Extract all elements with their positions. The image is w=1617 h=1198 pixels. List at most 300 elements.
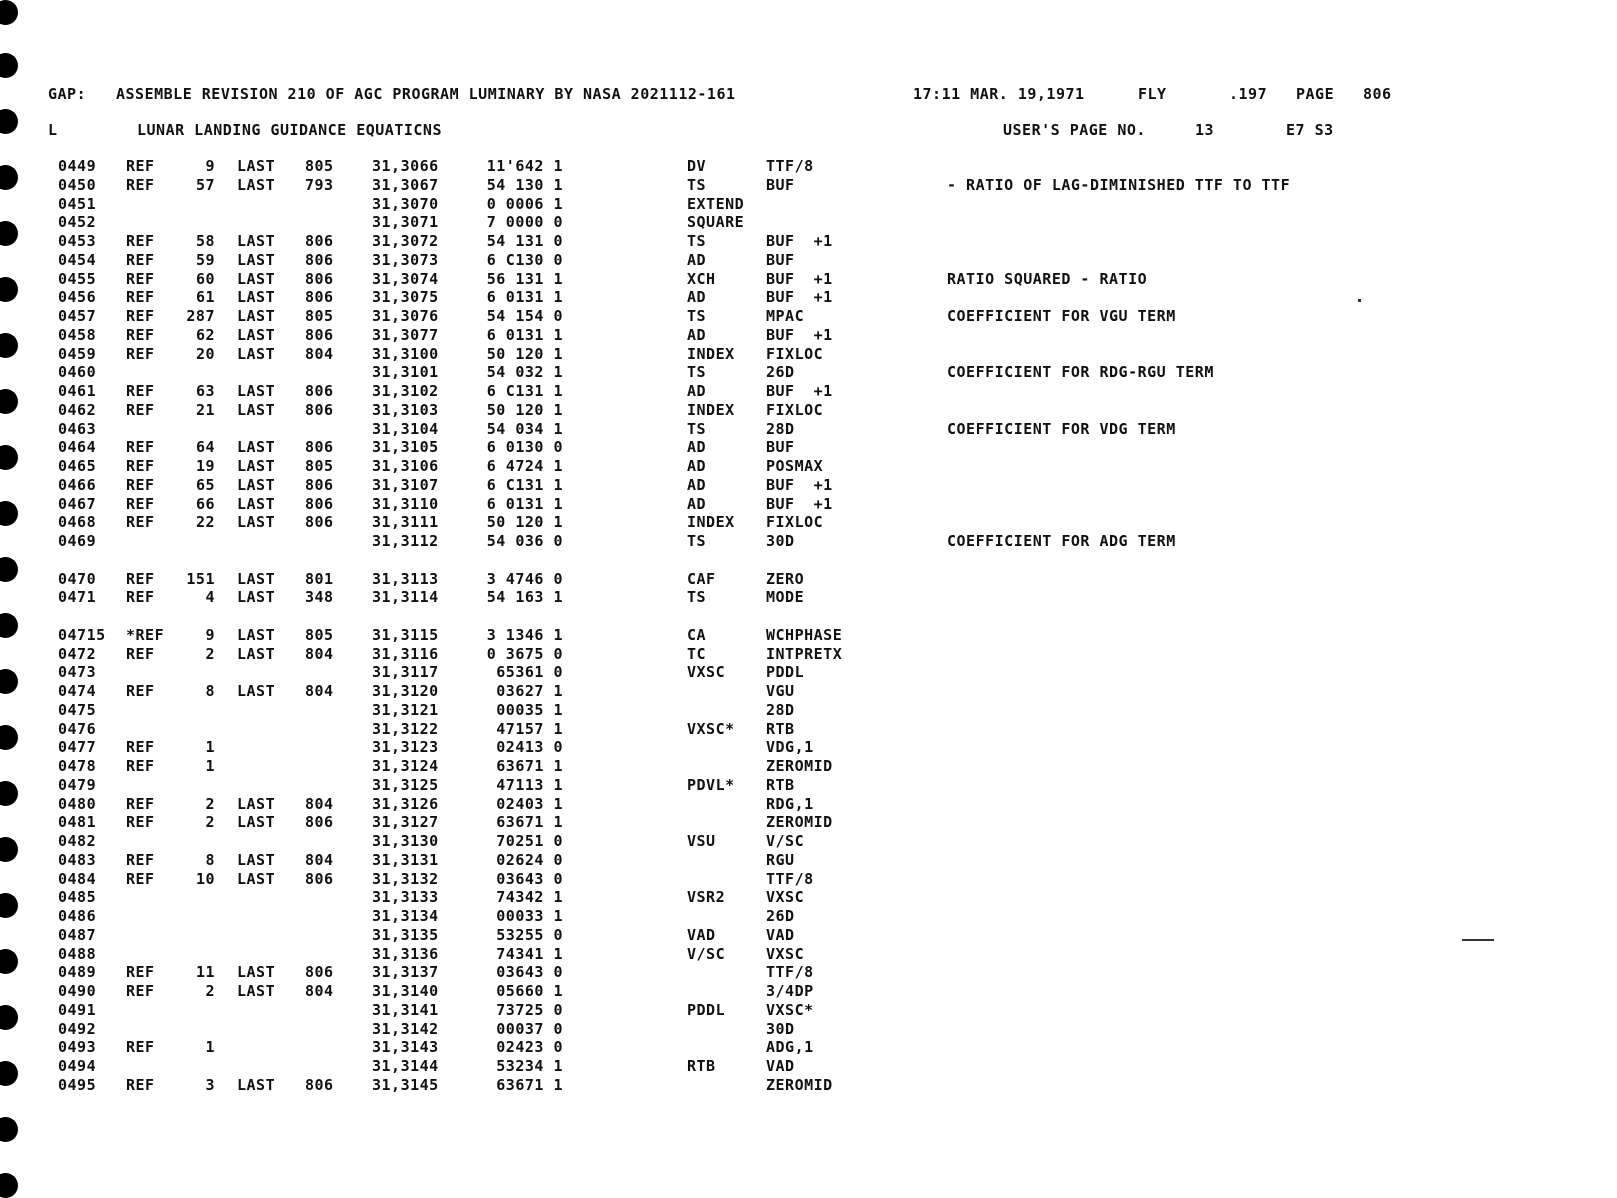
operand: 30D xyxy=(766,532,795,550)
operand: VXSC xyxy=(766,888,805,907)
address: 31,3127 xyxy=(372,813,439,832)
operand: BUF +1 xyxy=(766,382,833,400)
opcode: AD xyxy=(687,325,707,344)
address: 31,3126 xyxy=(372,794,439,813)
opcode: VXSC* xyxy=(687,719,735,738)
listing-row xyxy=(0,495,1617,514)
comment: RATIO SQUARED - RATIO xyxy=(947,269,1148,288)
listing-row xyxy=(0,720,1617,739)
line-number: 0466 xyxy=(58,475,97,494)
operand: WCHPHASE xyxy=(766,625,843,644)
last-number: 806 xyxy=(305,232,334,250)
address: 31,3102 xyxy=(372,382,439,400)
opcode: TS xyxy=(687,232,707,250)
address: 31,3072 xyxy=(372,232,439,250)
line-number: 0492 xyxy=(58,1019,97,1038)
header-fly-value: .197 xyxy=(1229,85,1268,103)
users-page-number: 13 xyxy=(1195,121,1215,139)
octal-code: 02403 1 xyxy=(496,794,563,813)
last-number: 805 xyxy=(305,157,334,175)
operand: FIXLOC xyxy=(766,513,824,532)
ref-number: 21 xyxy=(195,400,215,419)
listing-row xyxy=(0,757,1617,776)
octal-code: 02624 0 xyxy=(496,850,563,869)
scan-mark xyxy=(1462,939,1494,941)
listing-row xyxy=(0,401,1617,420)
operand: V/SC xyxy=(766,832,805,850)
ref-label: REF xyxy=(126,269,155,288)
address: 31,3141 xyxy=(372,1000,439,1019)
last-number: 806 xyxy=(305,325,334,344)
comment: - RATIO OF LAG-DIMINISHED TTF TO TTF xyxy=(947,175,1291,194)
opcode: INDEX xyxy=(687,400,735,419)
last-label: LAST xyxy=(237,794,276,813)
octal-code: 50 120 1 xyxy=(486,513,563,532)
listing-row xyxy=(0,382,1617,401)
address: 31,3074 xyxy=(372,269,439,288)
last-number: 805 xyxy=(305,457,334,475)
operand: FIXLOC xyxy=(766,400,824,419)
octal-code: 6 C131 1 xyxy=(486,475,563,494)
ref-number: 2 xyxy=(205,794,215,813)
listing-row xyxy=(0,513,1617,532)
octal-code: 11'642 1 xyxy=(486,157,563,175)
opcode: TS xyxy=(687,307,707,325)
last-number: 806 xyxy=(305,382,334,400)
octal-code: 6 0130 0 xyxy=(486,438,563,457)
ref-number: 2 xyxy=(205,813,215,832)
octal-code: 54 034 1 xyxy=(486,419,563,438)
ref-number: 60 xyxy=(195,269,215,288)
address: 31,3122 xyxy=(372,719,439,738)
opcode: XCH xyxy=(687,269,716,288)
last-number: 806 xyxy=(305,269,334,288)
address: 31,3075 xyxy=(372,288,439,307)
address: 31,3137 xyxy=(372,963,439,982)
operand: RDG,1 xyxy=(766,794,814,813)
ref-label: REF xyxy=(126,438,155,457)
octal-code: 53234 1 xyxy=(496,1057,563,1075)
line-number: 0467 xyxy=(58,494,97,513)
operand: RTB xyxy=(766,719,795,738)
address: 31,3133 xyxy=(372,888,439,907)
last-number: 805 xyxy=(305,307,334,325)
line-number: 0487 xyxy=(58,925,97,944)
operand: BUF +1 xyxy=(766,325,833,344)
listing-row xyxy=(0,888,1617,907)
last-label: LAST xyxy=(237,813,276,832)
line-number: 0475 xyxy=(58,700,97,719)
opcode: TS xyxy=(687,363,707,382)
ref-label: REF xyxy=(126,1038,155,1057)
line-number: 0454 xyxy=(58,250,97,269)
operand: VGU xyxy=(766,682,795,700)
operand: BUF xyxy=(766,250,795,269)
octal-code: 00035 1 xyxy=(496,700,563,719)
opcode: RTB xyxy=(687,1057,716,1075)
last-label: LAST xyxy=(237,569,276,588)
ref-label: REF xyxy=(126,682,155,700)
operand: MODE xyxy=(766,588,805,607)
address: 31,3123 xyxy=(372,738,439,757)
last-number: 806 xyxy=(305,869,334,888)
last-number: 806 xyxy=(305,288,334,307)
operand: VAD xyxy=(766,925,795,944)
opcode: PDDL xyxy=(687,1000,726,1019)
address: 31,3142 xyxy=(372,1019,439,1038)
listing-row xyxy=(0,251,1617,270)
address: 31,3101 xyxy=(372,363,439,382)
ref-number: 9 xyxy=(205,625,215,644)
operand: 30D xyxy=(766,1019,795,1038)
last-label: LAST xyxy=(237,1075,276,1094)
octal-code: 54 036 0 xyxy=(486,532,563,550)
octal-code: 6 4724 1 xyxy=(486,457,563,475)
octal-code: 54 154 0 xyxy=(486,307,563,325)
address: 31,3143 xyxy=(372,1038,439,1057)
ref-number: 8 xyxy=(205,850,215,869)
octal-code: 6 C131 1 xyxy=(486,382,563,400)
operand: VXSC xyxy=(766,944,805,963)
listing-row xyxy=(0,326,1617,345)
operand: BUF +1 xyxy=(766,475,833,494)
ref-label: REF xyxy=(126,850,155,869)
listing-row xyxy=(0,926,1617,945)
octal-code: 6 0131 1 xyxy=(486,494,563,513)
ref-number: 22 xyxy=(195,513,215,532)
ref-label: REF xyxy=(126,288,155,307)
last-label: LAST xyxy=(237,269,276,288)
ref-number: 151 xyxy=(186,569,215,588)
ref-label: REF xyxy=(126,813,155,832)
ref-label: REF xyxy=(126,344,155,363)
listing-row xyxy=(0,1001,1617,1020)
operand: VDG,1 xyxy=(766,738,814,757)
address: 31,3120 xyxy=(372,682,439,700)
address: 31,3136 xyxy=(372,944,439,963)
line-number: 0495 xyxy=(58,1075,97,1094)
line-number: 04715 xyxy=(58,625,106,644)
ref-label: REF xyxy=(126,794,155,813)
header-page-number: 806 xyxy=(1363,85,1392,103)
line-number: 0477 xyxy=(58,738,97,757)
octal-code: 05660 1 xyxy=(496,982,563,1000)
ref-label: REF xyxy=(126,325,155,344)
line-number: 0449 xyxy=(58,157,97,175)
ref-label: REF xyxy=(126,475,155,494)
address: 31,3105 xyxy=(372,438,439,457)
octal-code: 54 032 1 xyxy=(486,363,563,382)
listing-row xyxy=(0,813,1617,832)
ref-label: REF xyxy=(126,307,155,325)
last-label: LAST xyxy=(237,157,276,175)
octal-code: 73725 0 xyxy=(496,1000,563,1019)
line-number: 0482 xyxy=(58,832,97,850)
operand: 28D xyxy=(766,700,795,719)
ref-number: 3 xyxy=(205,1075,215,1094)
octal-code: 0 0006 1 xyxy=(486,194,563,213)
last-number: 804 xyxy=(305,850,334,869)
listing-row xyxy=(0,457,1617,476)
ref-label: REF xyxy=(126,513,155,532)
last-number: 348 xyxy=(305,588,334,607)
last-label: LAST xyxy=(237,625,276,644)
ref-number: 11 xyxy=(195,963,215,982)
line-number: 0478 xyxy=(58,757,97,775)
octal-code: 70251 0 xyxy=(496,832,563,850)
operand: ZEROMID xyxy=(766,757,833,775)
header-prefix: GAP: xyxy=(48,85,87,103)
ref-label: REF xyxy=(126,588,155,607)
ref-number: 62 xyxy=(195,325,215,344)
octal-code: 3 1346 1 xyxy=(486,625,563,644)
listing-row xyxy=(0,232,1617,251)
ref-number: 19 xyxy=(195,457,215,475)
last-label: LAST xyxy=(237,682,276,700)
line-number: 0489 xyxy=(58,963,97,982)
listing-row xyxy=(0,420,1617,439)
listing-row xyxy=(0,532,1617,551)
listing-row xyxy=(0,701,1617,720)
listing-row xyxy=(0,438,1617,457)
line-number: 0464 xyxy=(58,438,97,457)
address: 31,3116 xyxy=(372,644,439,663)
operand: TTF/8 xyxy=(766,963,814,982)
address: 31,3073 xyxy=(372,250,439,269)
listing-row xyxy=(0,832,1617,851)
operand: BUF xyxy=(766,175,795,194)
line-number: 0465 xyxy=(58,457,97,475)
address: 31,3113 xyxy=(372,569,439,588)
opcode: TS xyxy=(687,175,707,194)
ref-number: 2 xyxy=(205,644,215,663)
last-label: LAST xyxy=(237,382,276,400)
listing-row xyxy=(0,795,1617,814)
ref-number: 2 xyxy=(205,982,215,1000)
octal-code: 47113 1 xyxy=(496,775,563,794)
address: 31,3111 xyxy=(372,513,439,532)
ref-number: 59 xyxy=(195,250,215,269)
ref-label: REF xyxy=(126,457,155,475)
line-number: 0453 xyxy=(58,232,97,250)
last-number: 806 xyxy=(305,250,334,269)
header-fly: FLY xyxy=(1138,85,1167,103)
last-label: LAST xyxy=(237,513,276,532)
listing-row xyxy=(0,963,1617,982)
address: 31,3106 xyxy=(372,457,439,475)
ref-number: 287 xyxy=(186,307,215,325)
octal-code: 6 0131 1 xyxy=(486,325,563,344)
line-number: 0461 xyxy=(58,382,97,400)
octal-code: 03643 0 xyxy=(496,963,563,982)
operand: BUF +1 xyxy=(766,494,833,513)
opcode: CAF xyxy=(687,569,716,588)
octal-code: 6 0131 1 xyxy=(486,288,563,307)
ref-number: 1 xyxy=(205,1038,215,1057)
listing-row xyxy=(0,288,1617,307)
listing-row xyxy=(0,213,1617,232)
octal-code: 65361 0 xyxy=(496,663,563,682)
listing-row xyxy=(0,588,1617,607)
listing-row xyxy=(0,1057,1617,1076)
line-number: 0474 xyxy=(58,682,97,700)
address: 31,3067 xyxy=(372,175,439,194)
octal-code: 03627 1 xyxy=(496,682,563,700)
address: 31,3103 xyxy=(372,400,439,419)
line-number: 0470 xyxy=(58,569,97,588)
operand: VXSC* xyxy=(766,1000,814,1019)
line-number: 0456 xyxy=(58,288,97,307)
line-number: 0472 xyxy=(58,644,97,663)
listing-row xyxy=(0,626,1617,645)
header-l: L xyxy=(48,121,58,139)
last-number: 806 xyxy=(305,963,334,982)
opcode: SQUARE xyxy=(687,213,745,232)
operand: PDDL xyxy=(766,663,805,682)
octal-code: 63671 1 xyxy=(496,813,563,832)
address: 31,3100 xyxy=(372,344,439,363)
opcode: TS xyxy=(687,532,707,550)
listing-row xyxy=(0,270,1617,289)
operand: FIXLOC xyxy=(766,344,824,363)
operand: TTF/8 xyxy=(766,869,814,888)
line-number: 0488 xyxy=(58,944,97,963)
operand: 3/4DP xyxy=(766,982,814,1000)
last-label: LAST xyxy=(237,982,276,1000)
octal-code: 47157 1 xyxy=(496,719,563,738)
last-label: LAST xyxy=(237,475,276,494)
ref-label: REF xyxy=(126,982,155,1000)
comment: COEFFICIENT FOR RDG-RGU TERM xyxy=(947,363,1214,382)
listing-row xyxy=(0,1038,1617,1057)
ref-number: 8 xyxy=(205,682,215,700)
opcode: EXTEND xyxy=(687,194,745,213)
line-number: 0494 xyxy=(58,1057,97,1075)
octal-code: 56 131 1 xyxy=(486,269,563,288)
listing-row xyxy=(0,907,1617,926)
listing-row xyxy=(0,663,1617,682)
ref-label: REF xyxy=(126,494,155,513)
listing-row xyxy=(0,738,1617,757)
line-number: 0460 xyxy=(58,363,97,382)
ref-number: 63 xyxy=(195,382,215,400)
last-number: 804 xyxy=(305,682,334,700)
line-number: 0452 xyxy=(58,213,97,232)
address: 31,3144 xyxy=(372,1057,439,1075)
opcode: INDEX xyxy=(687,344,735,363)
listing-row xyxy=(0,307,1617,326)
last-number: 804 xyxy=(305,344,334,363)
ref-number: 1 xyxy=(205,757,215,775)
opcode: AD xyxy=(687,494,707,513)
line-number: 0486 xyxy=(58,907,97,925)
address: 31,3132 xyxy=(372,869,439,888)
last-label: LAST xyxy=(237,325,276,344)
operand: BUF +1 xyxy=(766,288,833,307)
ref-number: 61 xyxy=(195,288,215,307)
listing-row xyxy=(0,570,1617,589)
header-page-label: PAGE xyxy=(1296,85,1335,103)
opcode: AD xyxy=(687,438,707,457)
operand: BUF +1 xyxy=(766,232,833,250)
ref-number: 20 xyxy=(195,344,215,363)
last-label: LAST xyxy=(237,307,276,325)
operand: ZERO xyxy=(766,569,805,588)
last-number: 793 xyxy=(305,175,334,194)
last-label: LAST xyxy=(237,250,276,269)
opcode: AD xyxy=(687,382,707,400)
listing-row xyxy=(0,176,1617,195)
listing-row xyxy=(0,645,1617,664)
opcode: TS xyxy=(687,588,707,607)
operand: 26D xyxy=(766,907,795,925)
line-number: 0473 xyxy=(58,663,97,682)
ref-number: 65 xyxy=(195,475,215,494)
ref-label: REF xyxy=(126,963,155,982)
octal-code: 53255 0 xyxy=(496,925,563,944)
last-label: LAST xyxy=(237,588,276,607)
scan-speck xyxy=(1358,299,1361,302)
address: 31,3076 xyxy=(372,307,439,325)
operand: POSMAX xyxy=(766,457,824,475)
last-label: LAST xyxy=(237,963,276,982)
last-number: 805 xyxy=(305,625,334,644)
line-number: 0451 xyxy=(58,194,97,213)
ref-label: REF xyxy=(126,232,155,250)
opcode: PDVL* xyxy=(687,775,735,794)
address: 31,3125 xyxy=(372,775,439,794)
opcode: V/SC xyxy=(687,944,726,963)
opcode: VSR2 xyxy=(687,888,726,907)
octal-code: 02413 0 xyxy=(496,738,563,757)
ref-label: REF xyxy=(126,757,155,775)
octal-code: 54 131 0 xyxy=(486,232,563,250)
address: 31,3124 xyxy=(372,757,439,775)
listing-row xyxy=(0,682,1617,701)
line-number: 0455 xyxy=(58,269,97,288)
operand: 26D xyxy=(766,363,795,382)
line-number: 0476 xyxy=(58,719,97,738)
opcode: DV xyxy=(687,157,707,175)
last-number: 804 xyxy=(305,644,334,663)
listing-row xyxy=(0,982,1617,1001)
ref-number: 1 xyxy=(205,738,215,757)
line-number: 0471 xyxy=(58,588,97,607)
last-number: 804 xyxy=(305,982,334,1000)
line-number: 0463 xyxy=(58,419,97,438)
operand: RTB xyxy=(766,775,795,794)
last-number: 804 xyxy=(305,794,334,813)
operand: INTPRETX xyxy=(766,644,843,663)
address: 31,3135 xyxy=(372,925,439,944)
comment: COEFFICIENT FOR VDG TERM xyxy=(947,419,1176,438)
opcode: AD xyxy=(687,288,707,307)
ref-label: *REF xyxy=(126,625,165,644)
ref-number: 66 xyxy=(195,494,215,513)
ref-label: REF xyxy=(126,157,155,175)
header-title: ASSEMBLE REVISION 210 OF AGC PROGRAM LUMINARY BY NASA 2021112-161 xyxy=(116,85,736,103)
last-label: LAST xyxy=(237,644,276,663)
line-number: 0490 xyxy=(58,982,97,1000)
opcode: CA xyxy=(687,625,707,644)
section-title: LUNAR LANDING GUIDANCE EQUATICNS xyxy=(137,121,442,139)
comment: COEFFICIENT FOR VGU TERM xyxy=(947,307,1176,325)
ref-label: REF xyxy=(126,569,155,588)
listing-row xyxy=(0,1076,1617,1095)
address: 31,3104 xyxy=(372,419,439,438)
address: 31,3140 xyxy=(372,982,439,1000)
last-number: 806 xyxy=(305,513,334,532)
